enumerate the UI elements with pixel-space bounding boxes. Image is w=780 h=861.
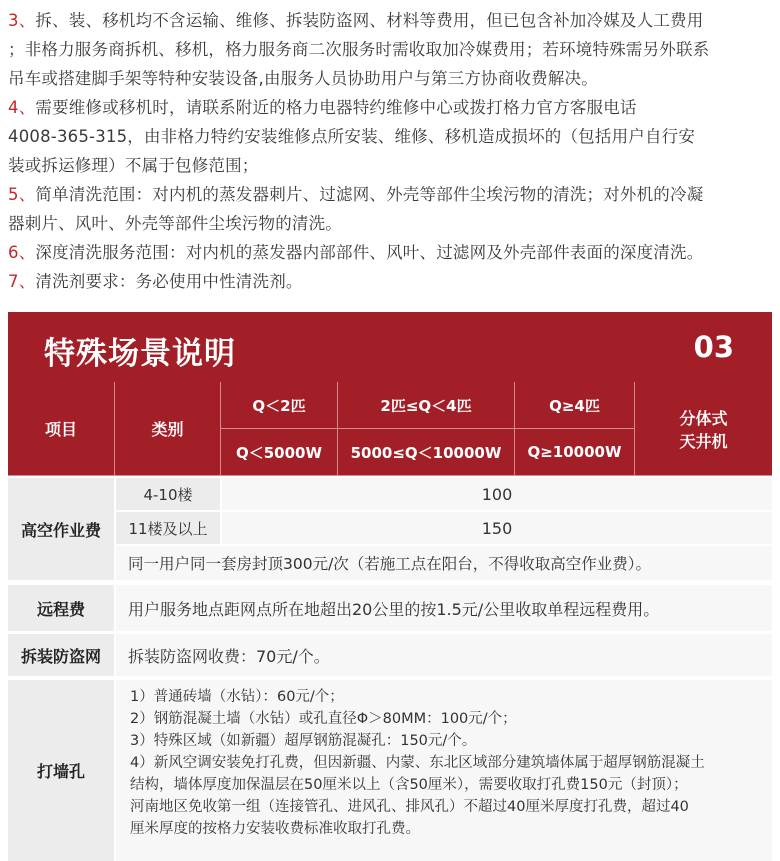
anti-theft-label: 拆装防盗网 xyxy=(8,634,114,676)
wall-hole-line: 河南地区免收第一组（连接管孔、进风孔、排风孔）不超过40厘米厚度打孔费，超过40 xyxy=(130,799,689,815)
note-number: 3、 xyxy=(8,11,36,30)
high-altitude-note: 同一用户同一套房封顶300元/次（若施工点在阳台，不得收取高空作业费）。 xyxy=(116,546,772,580)
note-line xyxy=(8,6,774,35)
note-text: 需要维修或移机时，请联系附近的格力电器特约维修中心或拨打格力官方客服电话 xyxy=(35,98,637,117)
note-number: 5、 xyxy=(8,185,36,204)
note-text: 装或拆运修理）不属于包修范围； xyxy=(8,156,259,175)
note-text: 吊车或搭建脚手架等特种安装设备,由服务人员协助用户与第三方协商收费解决。 xyxy=(8,69,598,88)
note-line xyxy=(8,151,774,180)
wall-hole-line: 2）钢筋混凝土墙（水钻）或孔直径Φ＞80MM：100元/个； xyxy=(130,711,517,727)
anti-theft-text: 拆装防盗网收费：70元/个。 xyxy=(116,634,772,676)
note-text: ；非格力服务商拆机、移机，格力服务商二次服务时需收取加冷媒费用；若环境特殊需另外联系 xyxy=(8,40,710,59)
note-line xyxy=(8,209,774,238)
note-number: 4、 xyxy=(8,98,36,117)
banner-number: 03 xyxy=(693,330,734,364)
note-number: 7、 xyxy=(8,272,36,291)
wall-hole-details xyxy=(116,680,772,861)
note-text: 深度清洗服务范围：对内机的蒸发器内部部件、风叶、过滤网及外壳部件表面的深度清洗。 xyxy=(35,243,704,262)
header-col4 xyxy=(635,382,772,476)
header-col1-top: Q＜2匹 xyxy=(221,382,338,429)
note-number: 6、 xyxy=(8,243,36,262)
note-line xyxy=(8,35,774,64)
remote-fee-text: 用户服务地点距网点所在地超出20公里的按1.5元/公里收取单程远程费用。 xyxy=(116,585,772,631)
wall-hole-line: 1）普通砖墙（水钻）：60元/个； xyxy=(130,689,344,705)
note-text: 简单清洗范围：对内机的蒸发器刺片、过滤网、外壳等部件尘埃污物的清洗；对外机的冷凝 xyxy=(35,185,704,204)
note-line xyxy=(8,64,774,93)
high-altitude-category-2: 11楼及以上 xyxy=(116,512,220,544)
header-col2-bottom: 5000≤Q＜10000W xyxy=(338,429,515,476)
wall-hole-line: 结构，墙体厚度加保温层在50厘米以上（含50厘米），需要收取打孔费150元（封顶）； xyxy=(130,777,688,793)
banner-title: 特殊场景说明 xyxy=(44,336,236,372)
note-line xyxy=(8,267,774,296)
remote-fee-label: 远程费 xyxy=(8,585,114,631)
high-altitude-category-1: 4-10楼 xyxy=(116,478,220,510)
header-col4-line2: 天井机 xyxy=(679,431,728,451)
header-col1-bottom: Q＜5000W xyxy=(221,429,338,476)
header-category: 类别 xyxy=(115,382,221,476)
header-col4-line1: 分体式 xyxy=(679,408,728,428)
note-line xyxy=(8,93,774,122)
note-text: 拆、装、移机均不含运输、维修、拆装防盗网、材料等费用，但已包含补加冷媒及人工费用 xyxy=(35,11,704,30)
note-line xyxy=(8,180,774,209)
note-line xyxy=(8,122,774,151)
high-altitude-value-1: 100 xyxy=(222,478,772,510)
wall-hole-line: 3）特殊区域（如新疆）超厚钢筋混凝孔：150元/个。 xyxy=(130,733,477,749)
header-col2-top: 2匹≤Q＜4匹 xyxy=(338,382,515,429)
wall-hole-label: 打墙孔 xyxy=(8,680,114,861)
high-altitude-label: 高空作业费 xyxy=(8,478,114,580)
note-text: 4008-365-315，由非格力特约安装维修点所安装、维修、移机造成损坏的（包括用户自行安 xyxy=(8,127,696,146)
section-banner xyxy=(8,312,772,382)
high-altitude-value-2: 150 xyxy=(222,512,772,544)
note-line xyxy=(8,238,774,267)
header-item: 项目 xyxy=(8,382,115,476)
wall-hole-line: 厘米厚度的按格力安装收费标准收取打孔费。 xyxy=(130,821,420,837)
header-col3-bottom: Q≥10000W xyxy=(515,429,635,476)
note-text: 清洗剂要求：务必使用中性清洗剂。 xyxy=(35,272,303,291)
note-text: 器刺片、风叶、外壳等部件尘埃污物的清洗。 xyxy=(8,214,342,233)
wall-hole-line: 4）新风空调安装免打孔费，但因新疆、内蒙、东北区域部分建筑墙体属于超厚钢筋混凝土 xyxy=(130,755,705,771)
header-col3-top: Q≥4匹 xyxy=(515,382,635,429)
notes-section xyxy=(8,6,774,296)
